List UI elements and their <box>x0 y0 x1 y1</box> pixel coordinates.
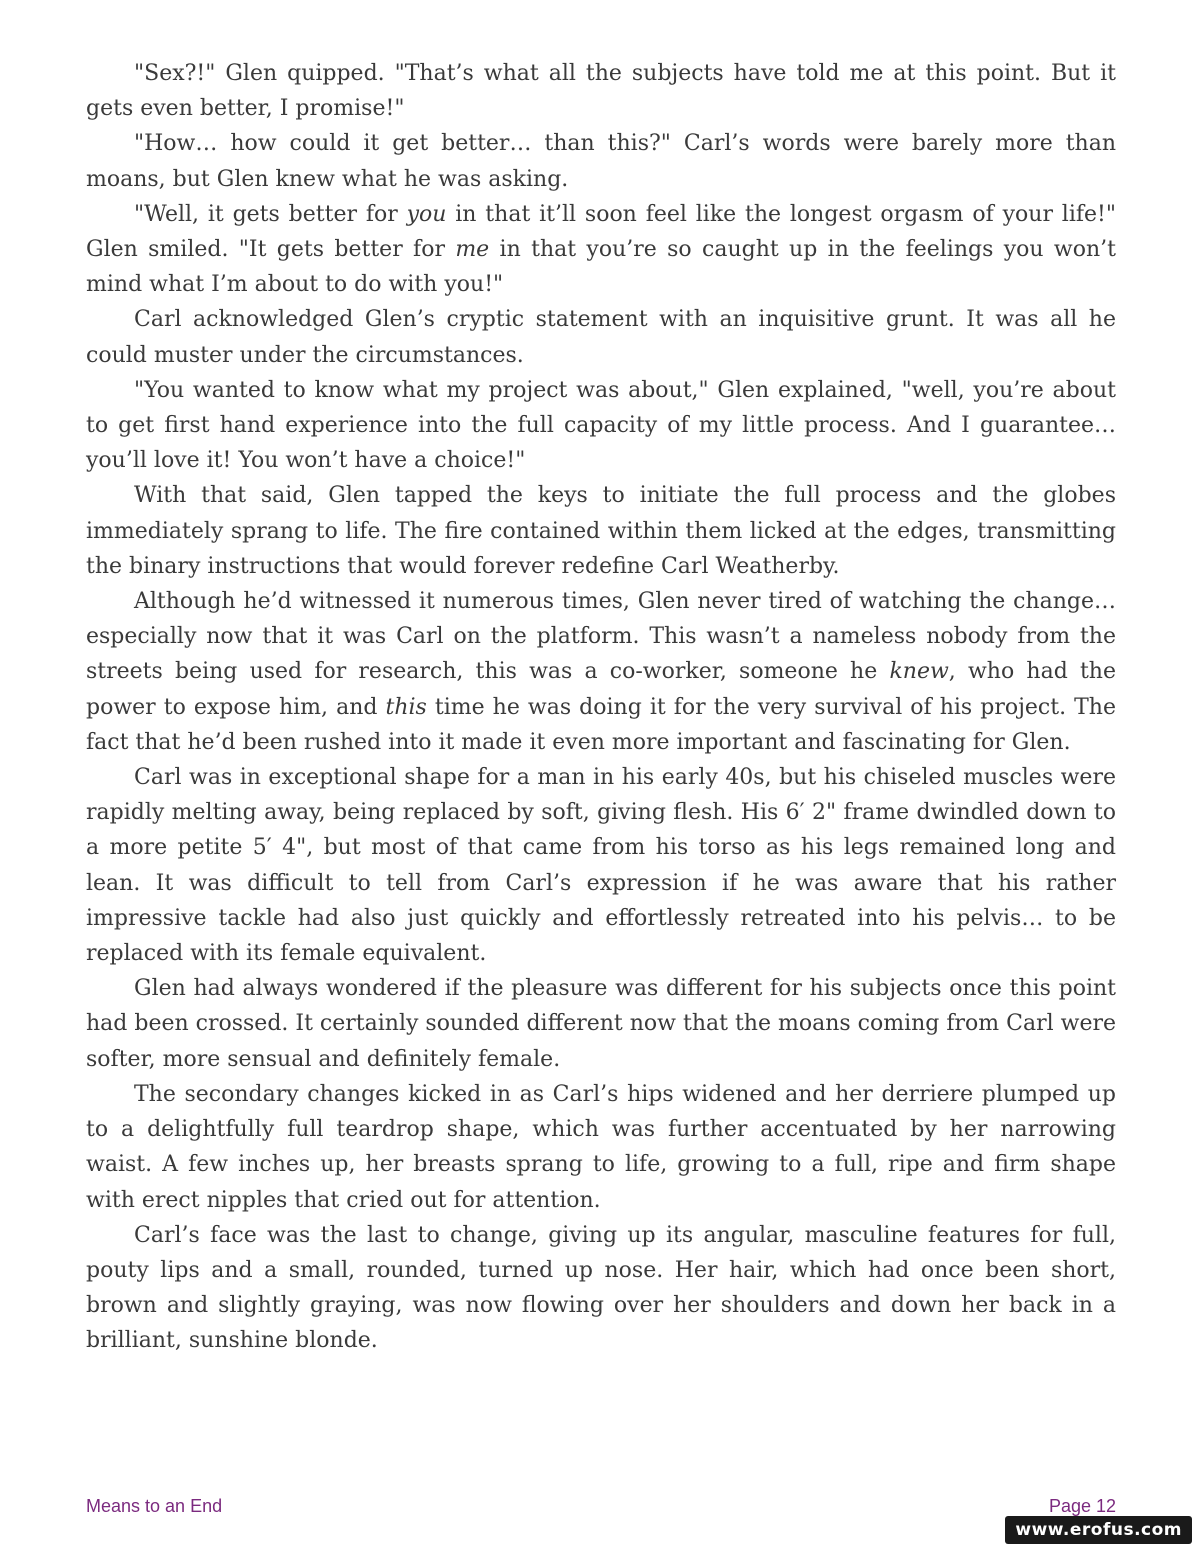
paragraph <box>86 584 1116 760</box>
italic-emphasis: me <box>455 237 490 263</box>
italic-emphasis: knew <box>889 659 949 685</box>
text-run: Carl was in exceptional shape for a man in his early 40s, but his chiseled muscles were rapidly melting away, being replaced by soft, giving flesh. His 6′ 2" frame dwindled down to a more petite 5′ 4", but most of that came from his torso as his legs remained long and lean. It was difficult to tell from Carl’s expression if he was aware that his rather impressive tackle had also just quickly and effortlessly retreated into his pelvis… to be replaced with its female equivalent. <box>86 765 1116 967</box>
watermark[interactable]: www.erofus.com <box>1005 1516 1192 1544</box>
text-run: "Sex?!" Glen quipped. "That’s what all the subjects have told me at this point. But it gets even better, I promise!" <box>86 61 1116 122</box>
paragraph <box>86 197 1116 303</box>
body-text <box>86 56 1116 1359</box>
text-run: , who had the power to expose him, and <box>86 659 1116 720</box>
text-run: "Well, it gets better for <box>134 201 407 227</box>
paragraph <box>86 1218 1116 1359</box>
paragraph <box>86 373 1116 479</box>
text-run: Glen had always wondered if the pleasure was different for his subjects once this point had been crossed. It certainly sounded different now that the moans coming from Carl were softer, more sensual and definitely female. <box>86 976 1117 1072</box>
paragraph <box>86 971 1116 1077</box>
paragraph <box>86 760 1116 971</box>
text-run: The secondary changes kicked in as Carl’s hips widened and her derriere plumped up to a delightfully full teardrop shape, which was further accentuated by her narrowing waist. A few inches up, her breasts sprang to life, growing to a full, ripe and firm shape with erect nipples that cried out for attention. <box>86 1081 1116 1213</box>
italic-emphasis: this <box>385 694 427 720</box>
paragraph <box>86 126 1116 196</box>
text-run: Although he’d witnessed it numerous times, Glen never tired of watching the change… especially now that it was Carl on the platform. This wasn’t a nameless nobody from the streets being used for research, this was a co-worker, someone he <box>86 589 1116 685</box>
text-run: Carl acknowledged Glen’s cryptic statement with an inquisitive grunt. It was all he could muster under the circumstances. <box>86 307 1116 368</box>
paragraph <box>86 56 1116 126</box>
italic-emphasis: you <box>406 201 447 227</box>
text-run: in that it’ll soon feel like the longest orgasm of your life!" Glen smiled. "It gets better for <box>86 201 1117 263</box>
text-run: in that you’re so caught up in the feelings you won’t mind what I’m about to do with you!" <box>86 237 1116 298</box>
paragraph <box>86 1077 1116 1218</box>
paragraph <box>86 478 1116 584</box>
text-run: time he was doing it for the very survival of his project. The fact that he’d been rushed into it made it even more important and fascinating for Glen. <box>86 694 1116 755</box>
text-run: "How… how could it get better… than this?" Carl’s words were barely more than moans, but Glen knew what he was asking. <box>86 131 1116 192</box>
footer-book-title: Means to an End <box>86 1496 223 1516</box>
paragraph <box>86 302 1116 372</box>
text-run: With that said, Glen tapped the keys to initiate the full process and the globes immediately sprang to life. The fire contained within them licked at the edges, transmitting the binary instructions that would forever redefine Carl Weatherby. <box>86 483 1116 579</box>
footer-page-number: Page 12 <box>1048 1496 1116 1516</box>
text-run: Carl’s face was the last to change, giving up its angular, masculine features for full, pouty lips and a small, rounded, turned up nose. Her hair, which had once been short, brown and slightly graying, was now flowing over her shoulders and down her back in a brilliant, sunshine blonde. <box>86 1222 1116 1354</box>
text-run: "You wanted to know what my project was about," Glen explained, "well, you’re about to get first hand experience into the full capacity of my little process. And I guarantee… you’ll love it! You won’t have a choice!" <box>86 377 1116 474</box>
